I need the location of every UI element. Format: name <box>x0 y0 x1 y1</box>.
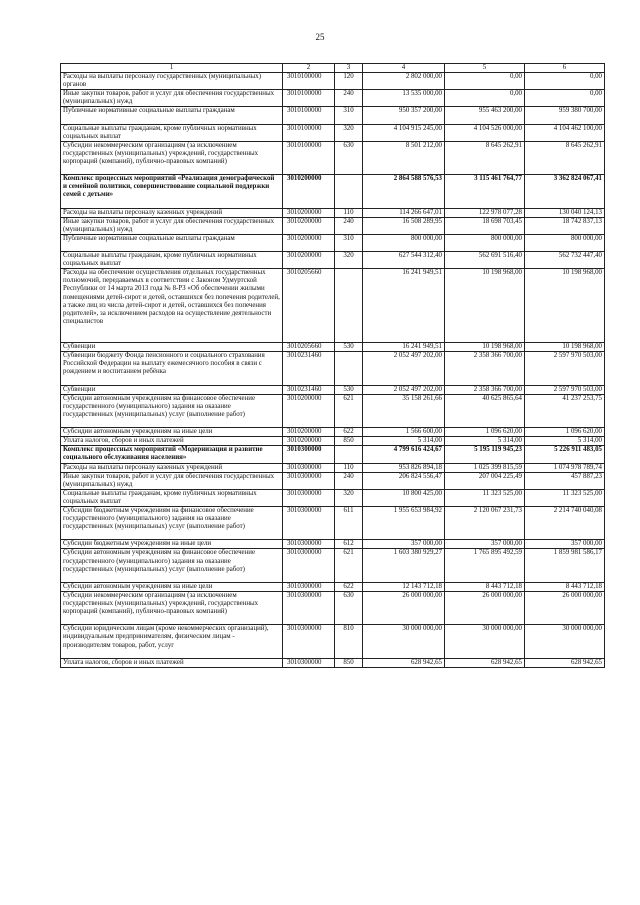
row-value-2025-cell: 18 698 703,45 <box>445 217 525 234</box>
row-value-2025-cell: 1 096 620,00 <box>445 428 525 437</box>
row-value-2024-cell: 30 000 000,00 <box>363 625 445 658</box>
row-value-2026-cell: 8 645 262,91 <box>525 141 605 174</box>
row-type-cell: 320 <box>335 252 363 269</box>
row-value-2026-cell: 4 104 462 100,00 <box>525 124 605 141</box>
row-value-2025-cell: 0,00 <box>445 73 525 90</box>
row-type-cell <box>335 175 363 208</box>
row-value-2024-cell: 1 603 380 929,27 <box>363 549 445 582</box>
row-code-cell: 3010200000 <box>283 217 335 234</box>
row-value-2024-cell: 16 508 289,95 <box>363 217 445 234</box>
row-value-2024-cell: 16 241 949,51 <box>363 343 445 352</box>
table-header-row <box>61 64 605 73</box>
row-value-2026-cell: 26 000 000,00 <box>525 591 605 624</box>
row-type-cell: 850 <box>335 658 363 667</box>
row-value-2024-cell: 13 535 000,00 <box>363 90 445 107</box>
row-type-cell: 621 <box>335 394 363 427</box>
row-value-2024-cell: 2 802 000,00 <box>363 73 445 90</box>
row-type-cell: 240 <box>335 472 363 489</box>
row-name-cell: Комплекс процессных мероприятий «Модернизация и развитие социального обслуживания населения» <box>61 446 283 463</box>
row-value-2024-cell: 628 942,65 <box>363 658 445 667</box>
row-type-cell: 310 <box>335 234 363 251</box>
row-code-cell: 3010300000 <box>283 540 335 549</box>
row-name-cell: Иные закупки товаров, работ и услуг для обеспечения государственных (муниципальных) нужд <box>61 217 283 234</box>
row-value-2026-cell: 5 226 911 483,05 <box>525 446 605 463</box>
row-code-cell: 3010100000 <box>283 73 335 90</box>
row-value-2026-cell: 457 887,23 <box>525 472 605 489</box>
row-code-cell: 3010300000 <box>283 489 335 506</box>
row-code-cell: 3010231460 <box>283 385 335 394</box>
row-type-cell: 110 <box>335 208 363 217</box>
table-row <box>61 90 605 107</box>
table-row <box>61 124 605 141</box>
table-row <box>61 506 605 539</box>
row-name-cell: Комплекс процессных мероприятий «Реализация демографической и семейной политики, совершенствование социальной поддержки семей с детьми» <box>61 175 283 208</box>
row-type-cell: 622 <box>335 582 363 591</box>
row-type-cell: 320 <box>335 489 363 506</box>
row-code-cell: 3010200000 <box>283 208 335 217</box>
row-value-2026-cell: 562 732 447,40 <box>525 252 605 269</box>
row-value-2026-cell: 2 597 970 503,00 <box>525 385 605 394</box>
row-value-2025-cell: 5 195 119 945,23 <box>445 446 525 463</box>
row-value-2026-cell: 0,00 <box>525 73 605 90</box>
row-name-cell: Субсидии бюджетным учреждениям на финансовое обеспечение государственного (муниципального) задания на оказание государственных (муниципальных) услуг (выполнение работ) <box>61 506 283 539</box>
row-type-cell: 622 <box>335 428 363 437</box>
row-value-2024-cell: 10 800 425,00 <box>363 489 445 506</box>
header-cell: 1 <box>61 64 283 73</box>
row-value-2025-cell: 40 625 865,64 <box>445 394 525 427</box>
row-type-cell: 611 <box>335 506 363 539</box>
row-code-cell: 3010200000 <box>283 428 335 437</box>
row-code-cell: 3010200000 <box>283 437 335 446</box>
row-value-2026-cell: 1 859 981 586,17 <box>525 549 605 582</box>
table-row <box>61 234 605 251</box>
row-value-2026-cell: 10 198 968,00 <box>525 343 605 352</box>
row-value-2025-cell: 5 314,00 <box>445 437 525 446</box>
row-value-2024-cell: 12 143 712,18 <box>363 582 445 591</box>
row-value-2024-cell: 16 241 949,51 <box>363 269 445 343</box>
row-name-cell: Субсидии автономным учреждениям на иные цели <box>61 428 283 437</box>
row-type-cell: 120 <box>335 73 363 90</box>
row-type-cell <box>335 269 363 343</box>
row-value-2026-cell: 10 198 968,00 <box>525 269 605 343</box>
table-row <box>61 252 605 269</box>
row-type-cell <box>335 446 363 463</box>
row-name-cell: Расходы на выплаты персоналу казенных учреждений <box>61 208 283 217</box>
row-code-cell: 3010100000 <box>283 107 335 124</box>
row-type-cell: 621 <box>335 549 363 582</box>
table-row <box>61 489 605 506</box>
row-name-cell: Субсидии бюджетным учреждениям на иные цели <box>61 540 283 549</box>
row-code-cell: 3010300000 <box>283 463 335 472</box>
header-cell: 3 <box>335 64 363 73</box>
row-value-2024-cell: 5 314,00 <box>363 437 445 446</box>
row-value-2024-cell: 4 104 915 245,00 <box>363 124 445 141</box>
row-value-2026-cell: 2 597 970 503,00 <box>525 352 605 385</box>
row-code-cell: 3010300000 <box>283 591 335 624</box>
row-type-cell: 630 <box>335 591 363 624</box>
row-value-2024-cell: 206 824 556,47 <box>363 472 445 489</box>
row-value-2025-cell: 10 198 968,00 <box>445 343 525 352</box>
row-value-2025-cell: 1 765 895 492,59 <box>445 549 525 582</box>
table-row <box>61 437 605 446</box>
row-value-2025-cell: 2 358 366 700,00 <box>445 385 525 394</box>
header-cell: 6 <box>525 64 605 73</box>
row-value-2025-cell: 10 198 968,00 <box>445 269 525 343</box>
row-value-2025-cell: 30 000 000,00 <box>445 625 525 658</box>
row-value-2026-cell: 628 942,65 <box>525 658 605 667</box>
row-value-2026-cell: 800 000,00 <box>525 234 605 251</box>
row-value-2024-cell: 2 052 497 202,00 <box>363 352 445 385</box>
page-number: 25 <box>315 32 325 42</box>
row-name-cell: Публичные нормативные социальные выплаты гражданам <box>61 234 283 251</box>
table-row <box>61 549 605 582</box>
row-code-cell: 3010300000 <box>283 625 335 658</box>
table-row <box>61 658 605 667</box>
row-value-2024-cell: 357 000,00 <box>363 540 445 549</box>
row-code-cell: 3010300000 <box>283 446 335 463</box>
row-type-cell: 320 <box>335 124 363 141</box>
table-row <box>61 625 605 658</box>
row-value-2026-cell: 1 096 620,00 <box>525 428 605 437</box>
row-name-cell: Субсидии юридическим лицам (кроме некоммерческих организаций), индивидуальным предпринимателям, физическим лицам - производителям товаров, работ, услуг <box>61 625 283 658</box>
row-code-cell: 3010200000 <box>283 175 335 208</box>
table-row <box>61 394 605 427</box>
table-row <box>61 472 605 489</box>
budget-table <box>60 63 605 668</box>
row-name-cell: Уплата налогов, сборов и иных платежей <box>61 658 283 667</box>
header-cell: 4 <box>363 64 445 73</box>
table-row <box>61 582 605 591</box>
row-type-cell: 810 <box>335 625 363 658</box>
row-value-2026-cell: 0,00 <box>525 90 605 107</box>
row-value-2024-cell: 627 544 312,40 <box>363 252 445 269</box>
row-value-2026-cell: 11 323 525,00 <box>525 489 605 506</box>
row-name-cell: Социальные выплаты гражданам, кроме публичных нормативных социальных выплат <box>61 489 283 506</box>
row-name-cell: Субсидии автономным учреждениям на финансовое обеспечение государственного (муниципального) задания на оказание государственных (муниципальных) услуг (выполнение работ) <box>61 549 283 582</box>
row-code-cell: 3010300000 <box>283 582 335 591</box>
row-code-cell: 3010300000 <box>283 472 335 489</box>
row-value-2025-cell: 2 120 067 231,73 <box>445 506 525 539</box>
row-value-2026-cell: 8 443 712,18 <box>525 582 605 591</box>
row-value-2024-cell: 2 864 588 576,53 <box>363 175 445 208</box>
table-row <box>61 463 605 472</box>
row-value-2026-cell: 130 040 124,13 <box>525 208 605 217</box>
row-type-cell <box>335 352 363 385</box>
row-type-cell: 612 <box>335 540 363 549</box>
row-value-2025-cell: 628 942,65 <box>445 658 525 667</box>
row-code-cell: 3010300000 <box>283 658 335 667</box>
row-name-cell: Субсидии автономным учреждениям на финансовое обеспечение государственного (муниципального) задания на оказание государственных (муниципальных) услуг (выполнение работ) <box>61 394 283 427</box>
table-row <box>61 352 605 385</box>
row-name-cell: Субвенции бюджету Фонда пенсионного и социального страхования Российской Федерации на выплату ежемесячного пособия в связи с рождением и воспитанием ребёнка <box>61 352 283 385</box>
table-row <box>61 217 605 234</box>
row-code-cell: 3010300000 <box>283 506 335 539</box>
row-type-cell: 240 <box>335 217 363 234</box>
row-value-2026-cell: 357 000,00 <box>525 540 605 549</box>
row-code-cell: 3010231460 <box>283 352 335 385</box>
row-value-2024-cell: 35 158 261,66 <box>363 394 445 427</box>
row-value-2026-cell: 3 362 824 067,41 <box>525 175 605 208</box>
row-code-cell: 3010100000 <box>283 141 335 174</box>
header-cell: 5 <box>445 64 525 73</box>
row-value-2026-cell: 2 214 740 040,08 <box>525 506 605 539</box>
row-value-2024-cell: 1 955 653 984,92 <box>363 506 445 539</box>
row-name-cell: Субсидии некоммерческим организациям (за исключением государственных (муниципальных) учреждений, государственных корпораций (компаний), публично-правовых компаний) <box>61 591 283 624</box>
row-type-cell: 630 <box>335 141 363 174</box>
row-code-cell: 3010200000 <box>283 234 335 251</box>
table-row <box>61 208 605 217</box>
table-row <box>61 428 605 437</box>
row-value-2025-cell: 8 443 712,18 <box>445 582 525 591</box>
row-code-cell: 3010205660 <box>283 269 335 343</box>
row-code-cell: 3010100000 <box>283 90 335 107</box>
row-code-cell: 3010100000 <box>283 124 335 141</box>
row-value-2024-cell: 2 052 497 202,00 <box>363 385 445 394</box>
row-value-2025-cell: 0,00 <box>445 90 525 107</box>
row-name-cell: Публичные нормативные социальные выплаты гражданам <box>61 107 283 124</box>
row-value-2026-cell: 41 237 253,75 <box>525 394 605 427</box>
row-value-2025-cell: 8 645 262,91 <box>445 141 525 174</box>
row-name-cell: Субвенции <box>61 385 283 394</box>
row-name-cell: Расходы на выплаты персоналу государственных (муниципальных) органов <box>61 73 283 90</box>
row-value-2024-cell: 800 000,00 <box>363 234 445 251</box>
row-name-cell: Субсидии автономным учреждениям на иные цели <box>61 582 283 591</box>
table-row <box>61 385 605 394</box>
row-type-cell: 850 <box>335 437 363 446</box>
table-row <box>61 141 605 174</box>
row-value-2025-cell: 26 000 000,00 <box>445 591 525 624</box>
header-cell: 2 <box>283 64 335 73</box>
row-code-cell: 3010200000 <box>283 394 335 427</box>
row-value-2025-cell: 207 004 225,49 <box>445 472 525 489</box>
table-row <box>61 446 605 463</box>
table-row <box>61 175 605 208</box>
row-value-2024-cell: 950 357 200,00 <box>363 107 445 124</box>
row-name-cell: Социальные выплаты гражданам, кроме публичных нормативных социальных выплат <box>61 252 283 269</box>
table-row <box>61 107 605 124</box>
row-name-cell: Иные закупки товаров, работ и услуг для обеспечения государственных (муниципальных) нужд <box>61 90 283 107</box>
row-name-cell: Расходы на обеспечение осуществления отдельных государственных полномочий, передаваемых в соответствии с Законом Удмуртской Республики от 14 марта 2013 года № 8-РЗ «Об обеспечении жилыми помещениями детей-сирот и детей, оставшихся без попечения родителей, а также лиц из числа детей-сирот и детей, оставшихся без попечения родителей», за исключением расходов на осуществление деятельности специалистов <box>61 269 283 343</box>
row-name-cell: Субсидии некоммерческим организациям (за исключением государственных (муниципальных) учреждений, государственных корпораций (компаний), публично-правовых компаний) <box>61 141 283 174</box>
row-name-cell: Социальные выплаты гражданам, кроме публичных нормативных социальных выплат <box>61 124 283 141</box>
row-code-cell: 3010205660 <box>283 343 335 352</box>
row-type-cell: 530 <box>335 385 363 394</box>
row-type-cell: 110 <box>335 463 363 472</box>
row-code-cell: 3010300000 <box>283 549 335 582</box>
row-type-cell: 310 <box>335 107 363 124</box>
row-name-cell: Расходы на выплаты персоналу казенных учреждений <box>61 463 283 472</box>
row-code-cell: 3010200000 <box>283 252 335 269</box>
row-name-cell: Иные закупки товаров, работ и услуг для обеспечения государственных (муниципальных) нужд <box>61 472 283 489</box>
row-value-2026-cell: 18 742 837,13 <box>525 217 605 234</box>
row-value-2024-cell: 953 826 894,18 <box>363 463 445 472</box>
table-row <box>61 269 605 343</box>
row-value-2026-cell: 1 074 978 789,74 <box>525 463 605 472</box>
row-value-2025-cell: 11 323 525,00 <box>445 489 525 506</box>
table-row <box>61 540 605 549</box>
row-value-2026-cell: 959 380 700,00 <box>525 107 605 124</box>
row-value-2024-cell: 1 566 600,00 <box>363 428 445 437</box>
table-row <box>61 343 605 352</box>
row-value-2025-cell: 4 104 526 000,00 <box>445 124 525 141</box>
row-value-2025-cell: 357 000,00 <box>445 540 525 549</box>
row-value-2025-cell: 562 691 516,40 <box>445 252 525 269</box>
row-value-2025-cell: 2 358 366 700,00 <box>445 352 525 385</box>
row-type-cell: 240 <box>335 90 363 107</box>
row-value-2025-cell: 3 115 461 764,77 <box>445 175 525 208</box>
row-value-2024-cell: 4 799 616 424,67 <box>363 446 445 463</box>
row-value-2026-cell: 30 000 000,00 <box>525 625 605 658</box>
table-row <box>61 73 605 90</box>
table-row <box>61 591 605 624</box>
row-name-cell: Субвенции <box>61 343 283 352</box>
row-type-cell: 530 <box>335 343 363 352</box>
row-value-2024-cell: 114 266 647,01 <box>363 208 445 217</box>
row-name-cell: Уплата налогов, сборов и иных платежей <box>61 437 283 446</box>
row-value-2025-cell: 1 025 399 815,59 <box>445 463 525 472</box>
row-value-2025-cell: 955 463 200,00 <box>445 107 525 124</box>
row-value-2025-cell: 122 978 077,28 <box>445 208 525 217</box>
row-value-2025-cell: 800 000,00 <box>445 234 525 251</box>
row-value-2024-cell: 26 000 000,00 <box>363 591 445 624</box>
row-value-2024-cell: 8 501 212,00 <box>363 141 445 174</box>
row-value-2026-cell: 5 314,00 <box>525 437 605 446</box>
